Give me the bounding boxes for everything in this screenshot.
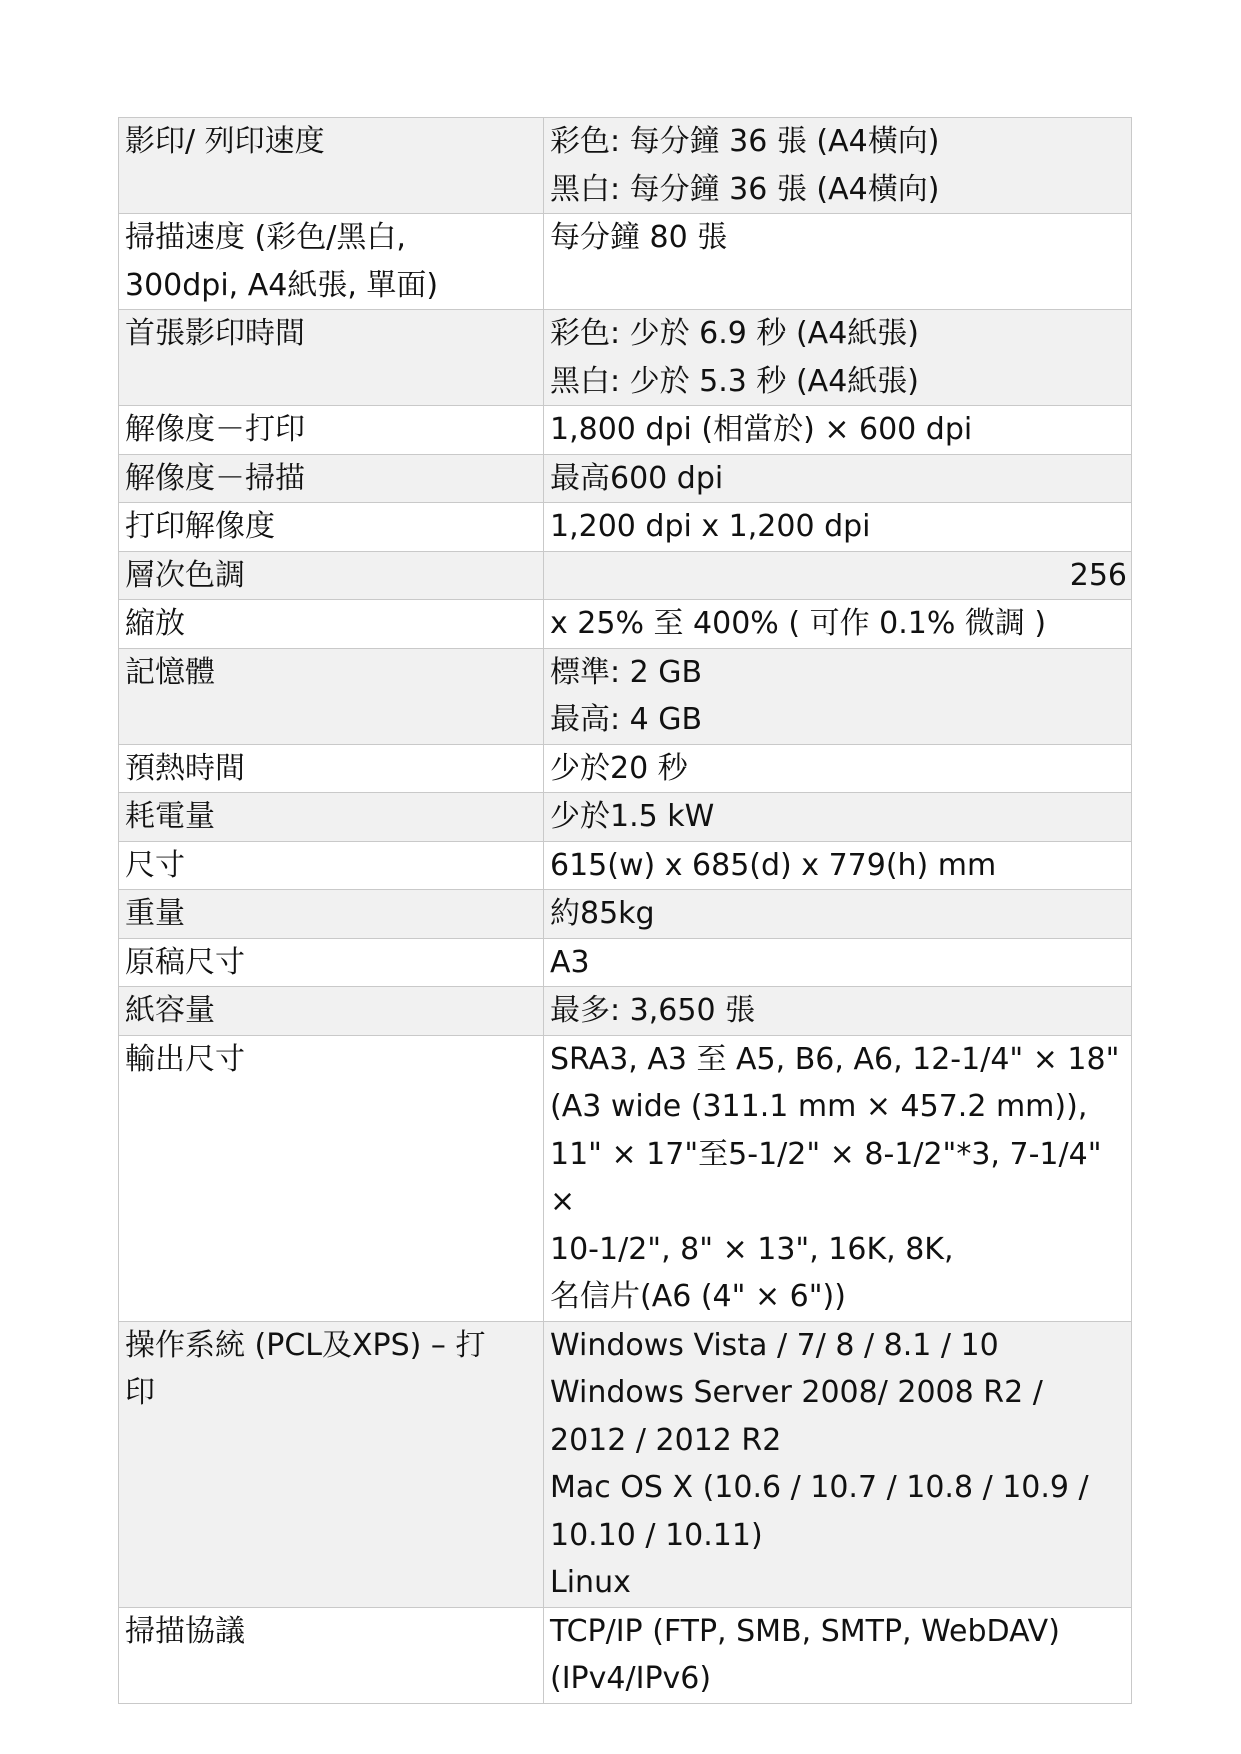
spec-label: 影印/ 列印速度: [125, 124, 325, 159]
spec-label-cell: [119, 214, 544, 310]
spec-value: x 25% 至 400% ( 可作 0.1% 微調 ): [550, 606, 1047, 641]
spec-label: 打印解像度: [125, 509, 275, 544]
spec-value: 標準: 2 GB: [550, 654, 703, 690]
spec-table-body: [119, 118, 1132, 1704]
spec-label-cell: [119, 744, 544, 793]
spec-value: Mac OS X (10.6 / 10.7 / 10.8 / 10.9 /: [550, 1470, 1089, 1505]
spec-label: 縮放: [125, 606, 185, 641]
spec-label-cell: [119, 648, 544, 744]
spec-row: [119, 406, 1132, 455]
spec-value: SRA3, A3 至 A5, B6, A6, 12-1/4" × 18": [550, 1041, 1120, 1077]
spec-value: 彩色: 每分鐘 36 張 (A4橫向): [550, 124, 940, 159]
spec-row: [119, 648, 1132, 744]
spec-value: 最高600 dpi: [550, 460, 724, 496]
spec-label: 預熱時間: [125, 750, 245, 786]
spec-value-cell: [544, 1035, 1132, 1321]
spec-label-cell: [119, 118, 544, 214]
spec-value-cell: [544, 744, 1132, 793]
spec-value: 615(w) x 685(d) x 779(h) mm: [550, 847, 997, 883]
spec-label: 解像度－打印: [125, 412, 305, 447]
spec-value: 約85kg: [550, 896, 655, 931]
spec-value-cell: [544, 987, 1132, 1036]
spec-label-cell: [119, 454, 544, 503]
spec-value: 少於20 秒: [550, 750, 688, 786]
spec-row: [119, 214, 1132, 310]
spec-value: 黑白: 每分鐘 36 張 (A4橫向): [550, 171, 940, 207]
spec-value: 1,800 dpi (相當於) × 600 dpi: [550, 412, 973, 447]
spec-label-cell: [119, 987, 544, 1036]
spec-value: 10.10 / 10.11): [550, 1517, 763, 1553]
spec-table: [118, 117, 1132, 1704]
spec-label-cell: [119, 793, 544, 842]
spec-value: 2012 / 2012 R2: [550, 1422, 782, 1458]
spec-label-cell: [119, 1321, 544, 1607]
spec-row: [119, 1321, 1132, 1607]
spec-label: 原稿尺寸: [125, 944, 245, 980]
spec-value-cell: [544, 648, 1132, 744]
spec-label-cell: [119, 938, 544, 987]
spec-row: [119, 841, 1132, 890]
spec-row: [119, 1035, 1132, 1321]
spec-label-cell: [119, 1035, 544, 1321]
spec-value: 少於1.5 kW: [550, 799, 715, 834]
spec-value: Windows Vista / 7/ 8 / 8.1 / 10: [550, 1327, 999, 1363]
spec-label: 重量: [125, 896, 185, 931]
spec-value-cell: [544, 1321, 1132, 1607]
spec-label: 掃描協議: [125, 1613, 245, 1649]
spec-value-cell: [544, 793, 1132, 842]
spec-label-cell: [119, 503, 544, 552]
spec-value: 11" × 17"至5-1/2" × 8-1/2"*3, 7-1/4" ×: [550, 1136, 1102, 1219]
spec-label: 解像度－掃描: [125, 460, 305, 496]
spec-label: 操作系統 (PCL及XPS) – 打: [125, 1327, 486, 1363]
spec-value-cell: [544, 890, 1132, 939]
spec-label-cell: [119, 406, 544, 455]
spec-label: 紙容量: [125, 993, 215, 1028]
spec-value-cell: [544, 841, 1132, 890]
spec-label: 印: [125, 1375, 155, 1410]
spec-row: [119, 890, 1132, 939]
spec-label-cell: [119, 890, 544, 939]
spec-label-cell: [119, 1607, 544, 1703]
spec-value-cell: [544, 938, 1132, 987]
spec-value: TCP/IP (FTP, SMB, SMTP, WebDAV): [550, 1613, 1060, 1649]
spec-row: [119, 503, 1132, 552]
spec-row: [119, 744, 1132, 793]
spec-value-cell: [544, 118, 1132, 214]
spec-label: 輸出尺寸: [125, 1041, 245, 1077]
spec-value: 每分鐘 80 張: [550, 220, 728, 255]
spec-value: 10-1/2", 8" × 13", 16K, 8K,: [550, 1231, 954, 1267]
spec-row: [119, 938, 1132, 987]
spec-value: 最多: 3,650 張: [550, 993, 756, 1028]
spec-label: 掃描速度 (彩色/黑白,: [125, 220, 406, 255]
spec-row: [119, 793, 1132, 842]
spec-value-cell: [544, 503, 1132, 552]
spec-row: [119, 118, 1132, 214]
spec-value-cell: [544, 551, 1132, 600]
spec-label: 記憶體: [125, 654, 215, 690]
spec-value: (IPv4/IPv6): [550, 1661, 712, 1696]
spec-label: 300dpi, A4紙張, 單面): [125, 267, 439, 303]
spec-row: [119, 1607, 1132, 1703]
spec-label: 首張影印時間: [125, 316, 305, 351]
spec-label: 尺寸: [125, 847, 185, 883]
spec-value: 名信片(A6 (4" × 6")): [550, 1279, 846, 1314]
spec-value: Linux: [550, 1565, 631, 1600]
spec-value: 黑白: 少於 5.3 秒 (A4紙張): [550, 363, 919, 399]
spec-value: 256: [1069, 557, 1127, 593]
spec-row: [119, 600, 1132, 649]
spec-value: (A3 wide (311.1 mm × 457.2 mm)),: [550, 1089, 1088, 1124]
spec-value: A3: [550, 944, 590, 980]
spec-label: 層次色調: [125, 557, 245, 593]
spec-label-cell: [119, 600, 544, 649]
spec-value-cell: [544, 310, 1132, 406]
spec-label-cell: [119, 310, 544, 406]
spec-label-cell: [119, 551, 544, 600]
spec-value: 彩色: 少於 6.9 秒 (A4紙張): [550, 316, 919, 351]
spec-row: [119, 987, 1132, 1036]
spec-value: 1,200 dpi x 1,200 dpi: [550, 509, 871, 544]
spec-value-cell: [544, 600, 1132, 649]
spec-row: [119, 551, 1132, 600]
spec-value-cell: [544, 214, 1132, 310]
spec-value-cell: [544, 1607, 1132, 1703]
spec-value-cell: [544, 406, 1132, 455]
spec-row: [119, 454, 1132, 503]
spec-value: 最高: 4 GB: [550, 702, 703, 737]
spec-row: [119, 310, 1132, 406]
spec-label-cell: [119, 841, 544, 890]
spec-value-cell: [544, 454, 1132, 503]
spec-label: 耗電量: [125, 799, 215, 834]
spec-value: Windows Server 2008/ 2008 R2 /: [550, 1375, 1043, 1410]
